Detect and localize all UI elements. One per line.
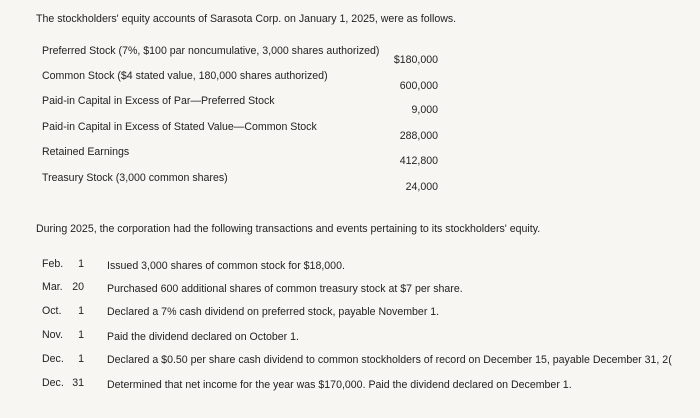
transaction-day: 1 [78, 329, 84, 341]
transaction-day: 20 [72, 281, 84, 293]
transaction-description: Declared a $0.50 per share cash dividend to common stockholders of record on December 15, payable December 31, 2( [107, 354, 672, 366]
account-label-common-stock: Common Stock ($4 stated value, 180,000 shares authorized) [42, 70, 328, 82]
account-label-pic-common: Paid-in Capital in Excess of Stated Value—Common Stock [42, 121, 317, 133]
transaction-description: Purchased 600 additional shares of common treasury stock at $7 per share. [107, 283, 463, 295]
transaction-month: Feb. [42, 258, 64, 270]
transaction-month: Dec. [42, 377, 64, 389]
transaction-description: Declared a 7% cash dividend on preferred stock, payable November 1. [107, 306, 440, 318]
transaction-description: Paid the dividend declared on October 1. [107, 331, 299, 343]
transaction-day: 1 [78, 353, 84, 365]
account-label-preferred-stock: Preferred Stock (7%, $100 par noncumulative, 3,000 shares authorized) [42, 45, 380, 57]
transaction-month: Oct. [42, 305, 62, 317]
transaction-description: Issued 3,000 shares of common stock for $18,000. [107, 260, 345, 272]
transaction-month: Nov. [42, 329, 63, 341]
transaction-month: Mar. [42, 281, 63, 293]
account-label-pic-preferred: Paid-in Capital in Excess of Par—Preferred Stock [42, 95, 275, 107]
account-amount-treasury-stock: 24,000 [405, 181, 438, 193]
transaction-month: Dec. [42, 353, 64, 365]
account-amount-preferred-stock: $180,000 [393, 54, 438, 66]
transaction-day: 31 [72, 377, 84, 389]
transaction-day: 1 [78, 305, 84, 317]
account-amount-pic-preferred: 9,000 [411, 104, 438, 116]
account-amount-common-stock: 600,000 [399, 80, 438, 92]
account-label-retained-earnings: Retained Earnings [42, 146, 130, 158]
account-amount-retained-earnings: 412,800 [399, 155, 438, 167]
transaction-description: Determined that net income for the year was $170,000. Paid the dividend declared on December 1. [107, 379, 572, 391]
transactions-intro: During 2025, the corporation had the following transactions and events pertaining to its stockholders' equity. [36, 223, 541, 235]
intro-text: The stockholders' equity accounts of Sarasota Corp. on January 1, 2025, were as follows. [36, 13, 457, 25]
transaction-day: 1 [78, 258, 84, 270]
account-label-treasury-stock: Treasury Stock (3,000 common shares) [42, 172, 228, 184]
account-amount-pic-common: 288,000 [399, 130, 438, 142]
